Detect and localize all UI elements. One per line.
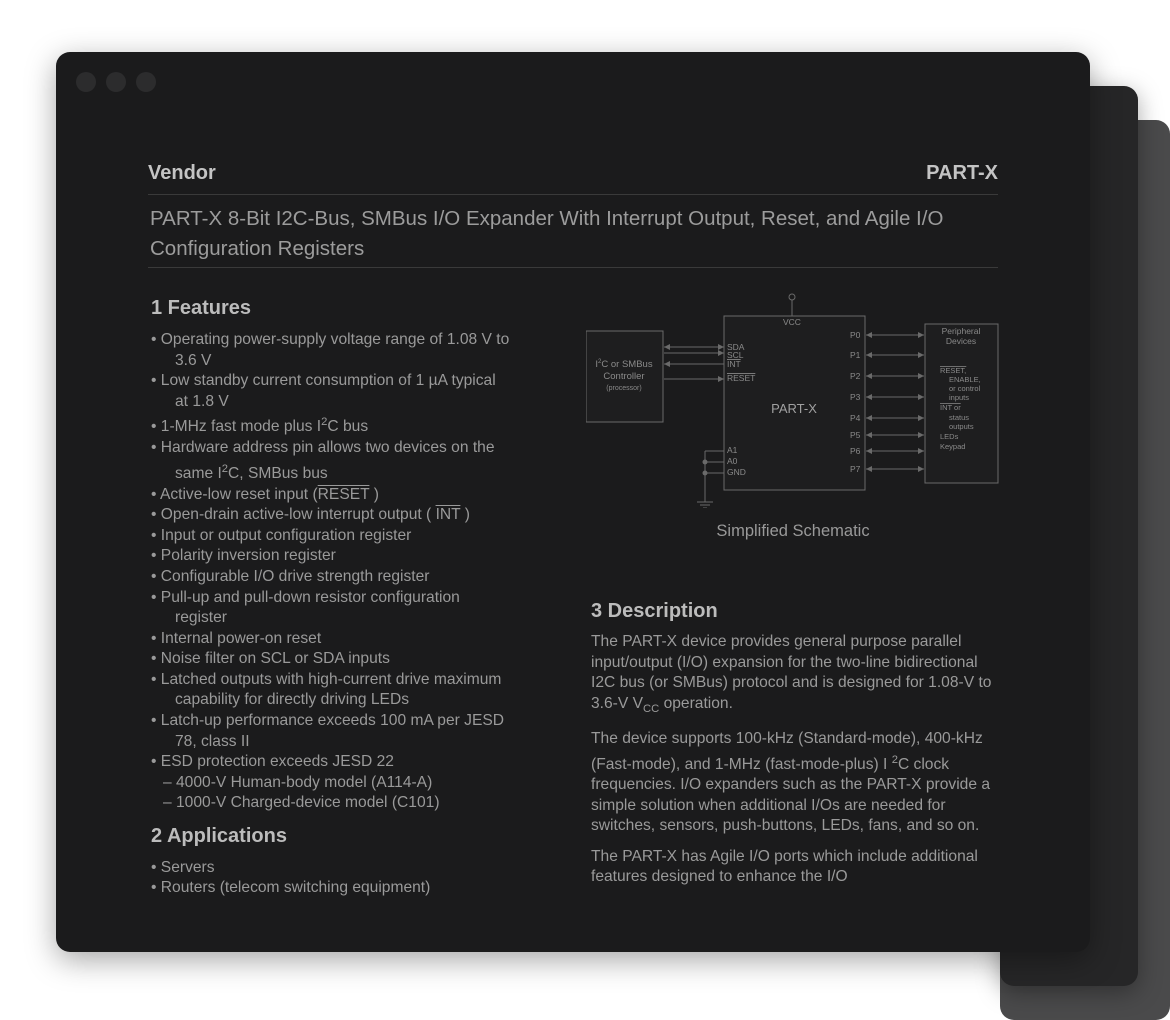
- list-item: • Servers: [151, 859, 215, 876]
- list-item: – 1000-V Charged-device model (C101): [163, 794, 440, 812]
- peripheral-line: RESET,: [940, 366, 967, 375]
- list-item: • Latched outputs with high-current drive maximum capability for directly driving LEDs: [151, 670, 502, 709]
- controller-label: $I^2C$ or SMBus: [595, 359, 653, 370]
- list-item: • Configurable I/O drive strength register: [151, 567, 430, 585]
- pin-label: A1: [727, 445, 738, 455]
- port-label: P2: [850, 371, 861, 381]
- port-label: P4: [850, 413, 861, 423]
- controller-label: (processor): [606, 385, 642, 392]
- part-number: PART-X: [926, 162, 998, 184]
- vendor-name: Vendor: [148, 162, 216, 184]
- list-item: • Hardware address pin allows two devices on the same $I^2C$, SMBus bus: [151, 439, 495, 482]
- pin-label: RESET: [727, 373, 756, 383]
- peripheral-line: outputs: [949, 422, 974, 431]
- peripheral-line: or control: [949, 384, 981, 393]
- peripheral-line: status: [949, 413, 970, 422]
- pin-label: SCL: [727, 350, 744, 360]
- list-item: • Pull-up and pull-down resistor configuration register: [151, 588, 460, 627]
- peripheral-line: Keypad: [940, 442, 966, 451]
- description-body: [591, 632, 1001, 898]
- list-item: – 4000-V Human-body model (A114-A): [163, 773, 433, 791]
- schematic-caption: Simplified Schematic: [716, 522, 870, 540]
- pin-label: A0: [727, 456, 738, 466]
- simplified-schematic: [586, 292, 1000, 508]
- description-heading: 3 Description: [591, 600, 718, 622]
- list-item: • Low standby current consumption of 1 µA typical at 1.8 V: [151, 372, 496, 410]
- controller-label: Controller: [603, 371, 645, 382]
- window-controls: [76, 72, 156, 92]
- document-window: [56, 52, 1090, 952]
- peripheral-label: Peripheral: [941, 326, 981, 336]
- paragraph: The device supports 100-kHz (Standard-mode), 400-kHz (Fast-mode), and 1-MHz (fast-mode-plus) I $^2$C clock frequencies. I/O expanders such as the PART-X provide a simple solution when additional I/Os are needed for switches, sensors, push-buttons, LEDs, fans, and so on.: [591, 730, 991, 835]
- list-item: • Internal power-on reset: [151, 629, 322, 647]
- list-item: • ESD protection exceeds JESD 22: [151, 753, 394, 771]
- port-label: P7: [850, 464, 861, 474]
- applications-heading: 2 Applications: [151, 825, 287, 847]
- port-label: P6: [850, 446, 861, 456]
- list-item: • Polarity inversion register: [151, 547, 336, 565]
- paragraph: The PART-X device provides general purpose parallel input/output (I/O) expansion for the two-line bidirectional I2C bus (or SMBus) protocol and is designed for 1.08-V to 3.6-V $V_{CC}$ operation.: [591, 633, 992, 715]
- features-heading: 1 Features: [151, 297, 252, 319]
- port-label: P5: [850, 430, 861, 440]
- list-item: • 1-MHz fast mode plus $I^2C$ bus: [151, 416, 369, 436]
- page-title: PART-X 8-Bit I2C-Bus, SMBus I/O Expander With Interrupt Output, Reset, and Agile I/O Configuration Registers: [150, 207, 944, 260]
- pin-label: GND: [727, 467, 746, 477]
- close-dot-icon[interactable]: [76, 72, 96, 92]
- list-item: • Input or output configuration register: [151, 526, 412, 544]
- list-item: • Operating power-supply voltage range of 1.08 V to 3.6 V: [151, 331, 510, 369]
- list-item: • Latch-up performance exceeds 100 mA per JESD 78, class II: [151, 712, 505, 750]
- peripheral-line: INT or: [940, 403, 961, 412]
- chip-label: PART-X: [771, 401, 817, 416]
- page-header: [148, 162, 998, 195]
- paragraph: The PART-X has Agile I/O ports which include additional features designed to enhance the I/O: [591, 847, 978, 886]
- pin-label: SDA: [727, 342, 745, 352]
- list-item: • Active-low reset input (RESET ): [151, 485, 379, 503]
- divider: [148, 267, 998, 268]
- peripheral-label: Devices: [945, 336, 977, 346]
- list-item: • Noise filter on SCL or SDA inputs: [151, 650, 390, 668]
- features-list: [151, 330, 561, 814]
- vcc-label: VCC: [783, 317, 801, 327]
- peripheral-line: inputs: [949, 393, 970, 402]
- peripheral-line: ENABLE,: [949, 375, 981, 384]
- list-item: • Routers (telecom switching equipment): [151, 878, 431, 896]
- pin-label: INT: [727, 359, 741, 369]
- maximize-dot-icon[interactable]: [136, 72, 156, 92]
- peripheral-line: LEDs: [940, 432, 959, 441]
- port-label: P0: [850, 330, 861, 340]
- list-item: • Open-drain active-low interrupt output ( $\overline{INT}$ ): [151, 506, 470, 524]
- minimize-dot-icon[interactable]: [106, 72, 126, 92]
- applications-list: [151, 858, 561, 897]
- port-label: P1: [850, 350, 861, 360]
- port-label: P3: [850, 392, 861, 402]
